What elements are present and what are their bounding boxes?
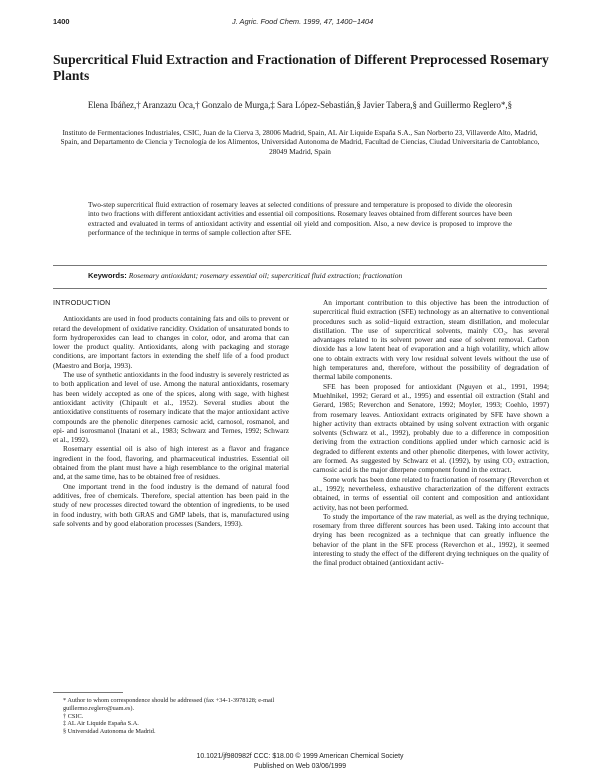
paragraph: One important trend in the food industry is the demand of natural food additives, free of chemicals. Therefore, special attention has been paid in the study of new processes directed toward the obtention of ingredients, to be used in food industry, with both GRAS and GMP labels, that is, manufactured using safe solvents and by good elaboration processes (Sanders, 1993). — [53, 481, 289, 528]
paragraph: The use of synthetic antioxidants in the food industry is severely restricted as to both application and level of use. Among the natural antioxidants, rosemary has been widely accepted as one of the spices, along with sage, with highest antioxidant activity (Chipault et al., 1952). Several studies about the antioxidative constituents of rosemary indicate that the major antioxidant active compounds are the phenolic diterpenes carnosic acid, carnosol, rosmanol, and epi- and isorosmanol (Inatani et al., 1983; Schwarz and Ternes, 1992; Schwarz et al., 1992). — [53, 370, 289, 445]
published-date-line: Published on Web 03/06/1999 — [253, 763, 347, 770]
footnotes — [53, 697, 289, 736]
abstract: Two-step supercritical fluid extraction of rosemary leaves at selected conditions of pressure and temperature is proposed to divide the oleoresin into two fractions with different antioxidant activities and essential oil compositions. Rosemary leaves obtained from different sources have been extracted and evaluated in terms of antioxidant activity and essential oil yield and composition. Also, a new device is proposed to improve the performance of the technique in terms of sample collection after SFE. — [88, 200, 512, 237]
right-column — [313, 298, 549, 568]
paragraph: To study the importance of the raw material, as well as the drying technique, rosemary from three different sources has been used. Taking into account that drying has been recognized as a technique that can greatly influence the behavior of the plant in the SFE process (Reverchon et al., 1992), it seemed interesting to study the effect of the different drying techniques on the quality of the final product obtained (antioxidant activ- — [313, 511, 549, 568]
paragraph: SFE has been proposed for antioxidant (Nguyen et al., 1991, 1994; Muehlnikel, 1992; Gerard et al., 1995) and essential oil extraction (Stahl and Gerard, 1985; Reverchon and Senatore, 1992; Moyler, 1993; Coehlo, 1997) from rosemary leaves. Antioxidant extracts originated by SFE have shown a higher activity than extracts obtained by using solvent extraction with organic solvents (Schwarz et al., 1992), probably due to a difference in composition deriving from the extraction conditions applied under which carnosic acid is degraded to different extents and other phenolic diterpenes, with lower activity, are formed. As suggested by Schwarz et al. (1992), by using CO₂ extraction, carnosic acid is the major diterpene component found in the extract. — [313, 381, 549, 475]
footnote-uam: § Universidad Autonoma de Madrid. — [63, 728, 156, 736]
keywords-text: Rosemary antioxidant; rosemary essential oil; supercritical fluid extraction; fractionation — [128, 271, 403, 280]
article-title: Supercritical Fluid Extraction and Fractionation of Different Preprocessed Rosemary Plants — [53, 52, 549, 83]
footnote-csic: † CSIC. — [63, 712, 84, 720]
paragraph: Rosemary essential oil is also of high interest as a flavor and fragance ingredient in the food, flavoring, and pharmaceutical industries. Essential oil obtained from the plant must have a high resemblance to the original material and, at the same time, has to be obtained free of residues. — [53, 444, 289, 482]
doi-copyright-line: 10.1021/jf980982f CCC: $18.00 © 1999 American Chemical Society — [196, 753, 404, 760]
affiliations: Instituto de Fermentaciones Industriales, CSIC, Juan de la Cierva 3, 28006 Madrid, Spain, AL Air Liquide España S.A., San Norberto 23, Villaverde Alto, Madrid, Spain, and Departamento de Ciencia y Tecnología de los Alimentos, Universidad Autonoma de Madrid, Facultad de Ciencias, Ciudad Universitaria de Cantoblanco, 28049 Madrid, Spain — [60, 128, 540, 156]
author-list: Elena Ibáñez,† Aranzazu Oca,† Gonzalo de Murga,‡ Sara López-Sebastián,§ Javier Tabera,§ and Guillermo Reglero*,§ — [87, 100, 513, 110]
footnote-correspondence: * Author to whom correspondence should be addressed (fax +34-1-3978128; e-mail guillermo.reglero@uam.es). — [63, 697, 275, 712]
keywords-top-rule — [53, 265, 547, 266]
page-number: 1400 — [53, 17, 70, 26]
left-column — [53, 298, 289, 528]
keywords-line — [88, 271, 558, 280]
keywords-label: Keywords: — [88, 271, 127, 280]
paragraph: Antioxidants are used in food products containing fats and oils to prevent or retard the development of oxidative rancidity. Oxidation of unsaturated bonds to form hydroperoxides can lead to changes in color, odor, and aroma that can lower the product quality. Antioxidants, along with packaging and storage conditions, are important factors in extending the shelf life of a food product (Maestro and Borja, 1993). — [53, 314, 289, 370]
journal-citation: J. Agric. Food Chem. 1999, 47, 1400−1404 — [232, 17, 374, 26]
keywords-bottom-rule — [53, 288, 547, 289]
paragraph: Some work has been done related to fractionation of rosemary (Reverchon et al., 1992); nevertheless, exhaustive characterization of the different extracts obtained, in terms of essential oil content and composition and antioxidant activity, has not been performed. — [313, 474, 549, 512]
footnote-air-liquide: ‡ AL Air Liquide España S.A. — [63, 720, 139, 728]
footnote-rule — [53, 692, 123, 693]
paragraph: An important contribution to this objective has been the introduction of supercritical fluid extraction (SFE) technology as an alternative to conventional procedures such as solid−liquid extraction, steam distillation, and molecular distillation. The use of supercritical solvents, mainly CO₂, has several advantages related to its solvent power and ease of solvent removal. Carbon dioxide has a low latent heat of evaporation and a high volatility, which allow one to obtain extracts with very low residual solvent levels without the use of high temperatures and, therefore, without the possibility of degradation of thermal labile components. — [313, 298, 549, 382]
section-heading: INTRODUCTION — [53, 298, 111, 307]
